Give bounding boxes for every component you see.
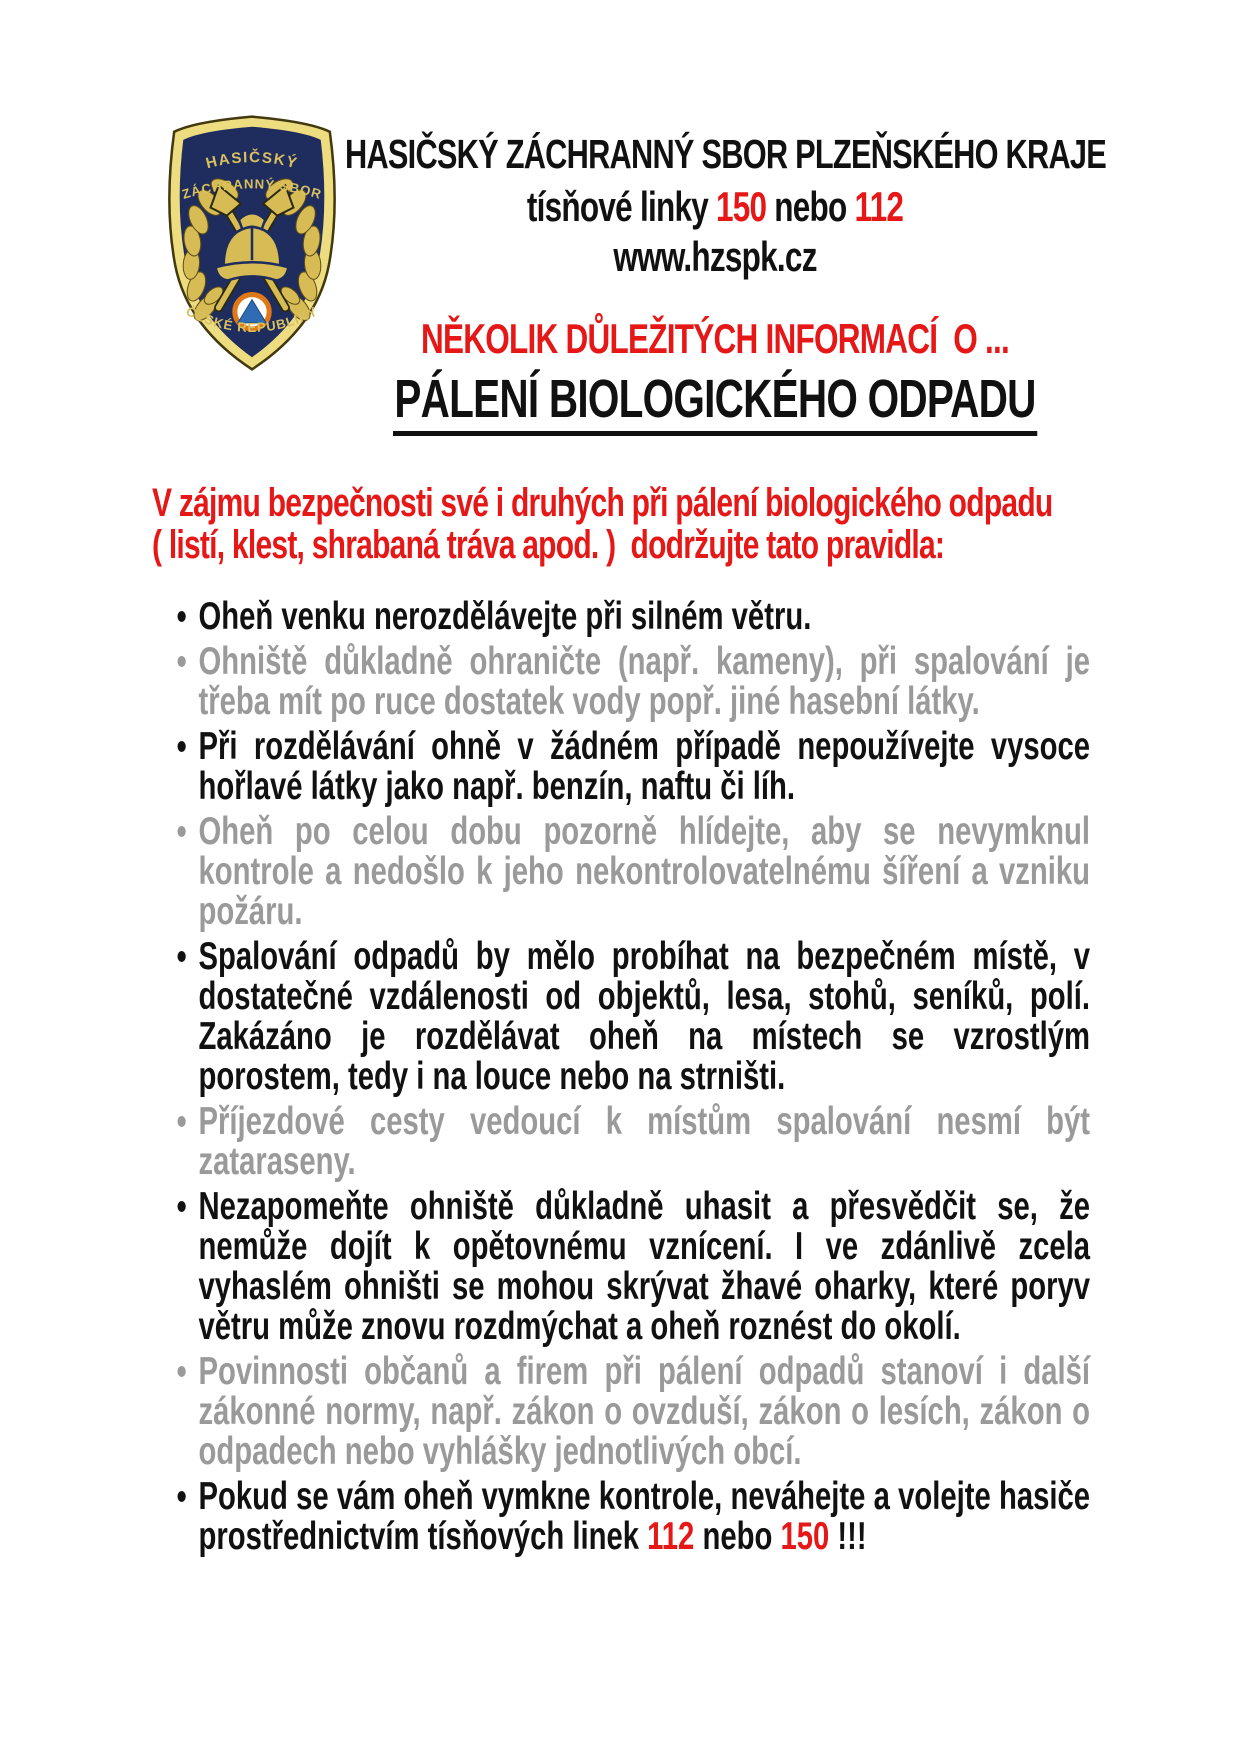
badge-text-top: HASIČSKÝ: [204, 149, 300, 173]
rule-call-suffix: !!!: [829, 1515, 867, 1558]
intro-paragraph: [152, 482, 1088, 566]
subtitle: NĚKOLIK DŮLEŽITÝCH INFORMACÍ O ...: [421, 315, 1010, 362]
header: [345, 126, 1107, 436]
rule-item: Příjezdové cesty vedoucí k místům spalování nesmí být zataraseny.: [152, 1102, 1090, 1182]
rule-item: Povinnosti občanů a firem při pálení odpadů stanoví i další zákonné normy, např. zákon o ovzduší, zákon o lesích, zákon o odpadech nebo vyhlášky jednotlivých obcí.: [152, 1352, 1090, 1472]
intro-line-1: V zájmu bezpečnosti své i druhých při pálení biologického odpadu: [152, 481, 1053, 525]
rule-item: Ohniště důkladně ohraničte (např. kameny), při spalování je třeba mít po ruce dostatek vody popř. jiné hasební látky.: [152, 642, 1090, 722]
rule-item: Spalování odpadů by mělo probíhat na bezpečném místě, v dostatečné vzdálenosti od objektů, lesa, stohů, seníků, polí. Zakázáno je rozdělávat oheň na místech se vzrostlým porostem, tedy i na louce nebo na strništi.: [152, 937, 1090, 1097]
website-url: www.hzspk.cz: [613, 233, 817, 280]
rule-item: Při rozdělávání ohně v žádném případě nepoužívejte vysoce hořlavé látky jako např. benzín, naftu či líh.: [152, 727, 1090, 807]
emergency-lines: [345, 182, 1085, 232]
emergency-lines-conjunction: nebo: [766, 183, 855, 230]
rules-list: [152, 597, 1090, 1557]
title-row: [345, 370, 1085, 436]
badge-text-bottom: ČESKÉ REPUBLIKY: [183, 303, 321, 335]
rule-item: Oheň venku nerozdělávejte při silném větru.: [152, 597, 1090, 637]
rules-section: [152, 597, 1090, 1562]
badge-text-mid: ZÁCHRANNÝ SBOR: [180, 176, 324, 202]
rule-item-call-firefighters: [152, 1477, 1090, 1557]
fire-rescue-badge-logo: [158, 112, 346, 374]
rule-call-prefix: Pokud se vám oheň vymkne kontrole, neváhejte a volejte hasiče prostřednictvím tísňových linek: [198, 1475, 1091, 1558]
rule-item: Nezapomeňte ohniště důkladně uhasit a přesvědčit se, že nemůže dojít k opětovnému vznícení. I ve zdánlivě zcela vyhaslém ohništi se mohou skrývat žhavé oharky, které poryv větru může znovu rozdmýchat a oheň roznést do okolí.: [152, 1187, 1090, 1347]
rule-call-conjunction: nebo: [694, 1515, 781, 1558]
page-title: PÁLENÍ BIOLOGICKÉHO ODPADU: [393, 370, 1037, 436]
emergency-lines-prefix: tísňové linky: [526, 183, 716, 230]
emergency-number-112: 112: [647, 1515, 695, 1558]
emergency-number-112: 112: [854, 183, 904, 230]
rule-item: Oheň po celou dobu pozorně hlídejte, aby se nevymknul kontrole a nedošlo k jeho nekontrolovatelnému šíření a vzniku požáru.: [152, 812, 1090, 932]
intro-line-2: ( listí, klest, shrabaná tráva apod. ) dodržujte tato pravidla:: [152, 523, 945, 567]
emergency-number-150: 150: [715, 183, 767, 230]
emergency-number-150: 150: [780, 1515, 830, 1558]
org-name: HASIČSKÝ ZÁCHRANNÝ SBOR PLZEŇSKÉHO KRAJE: [345, 131, 1107, 177]
